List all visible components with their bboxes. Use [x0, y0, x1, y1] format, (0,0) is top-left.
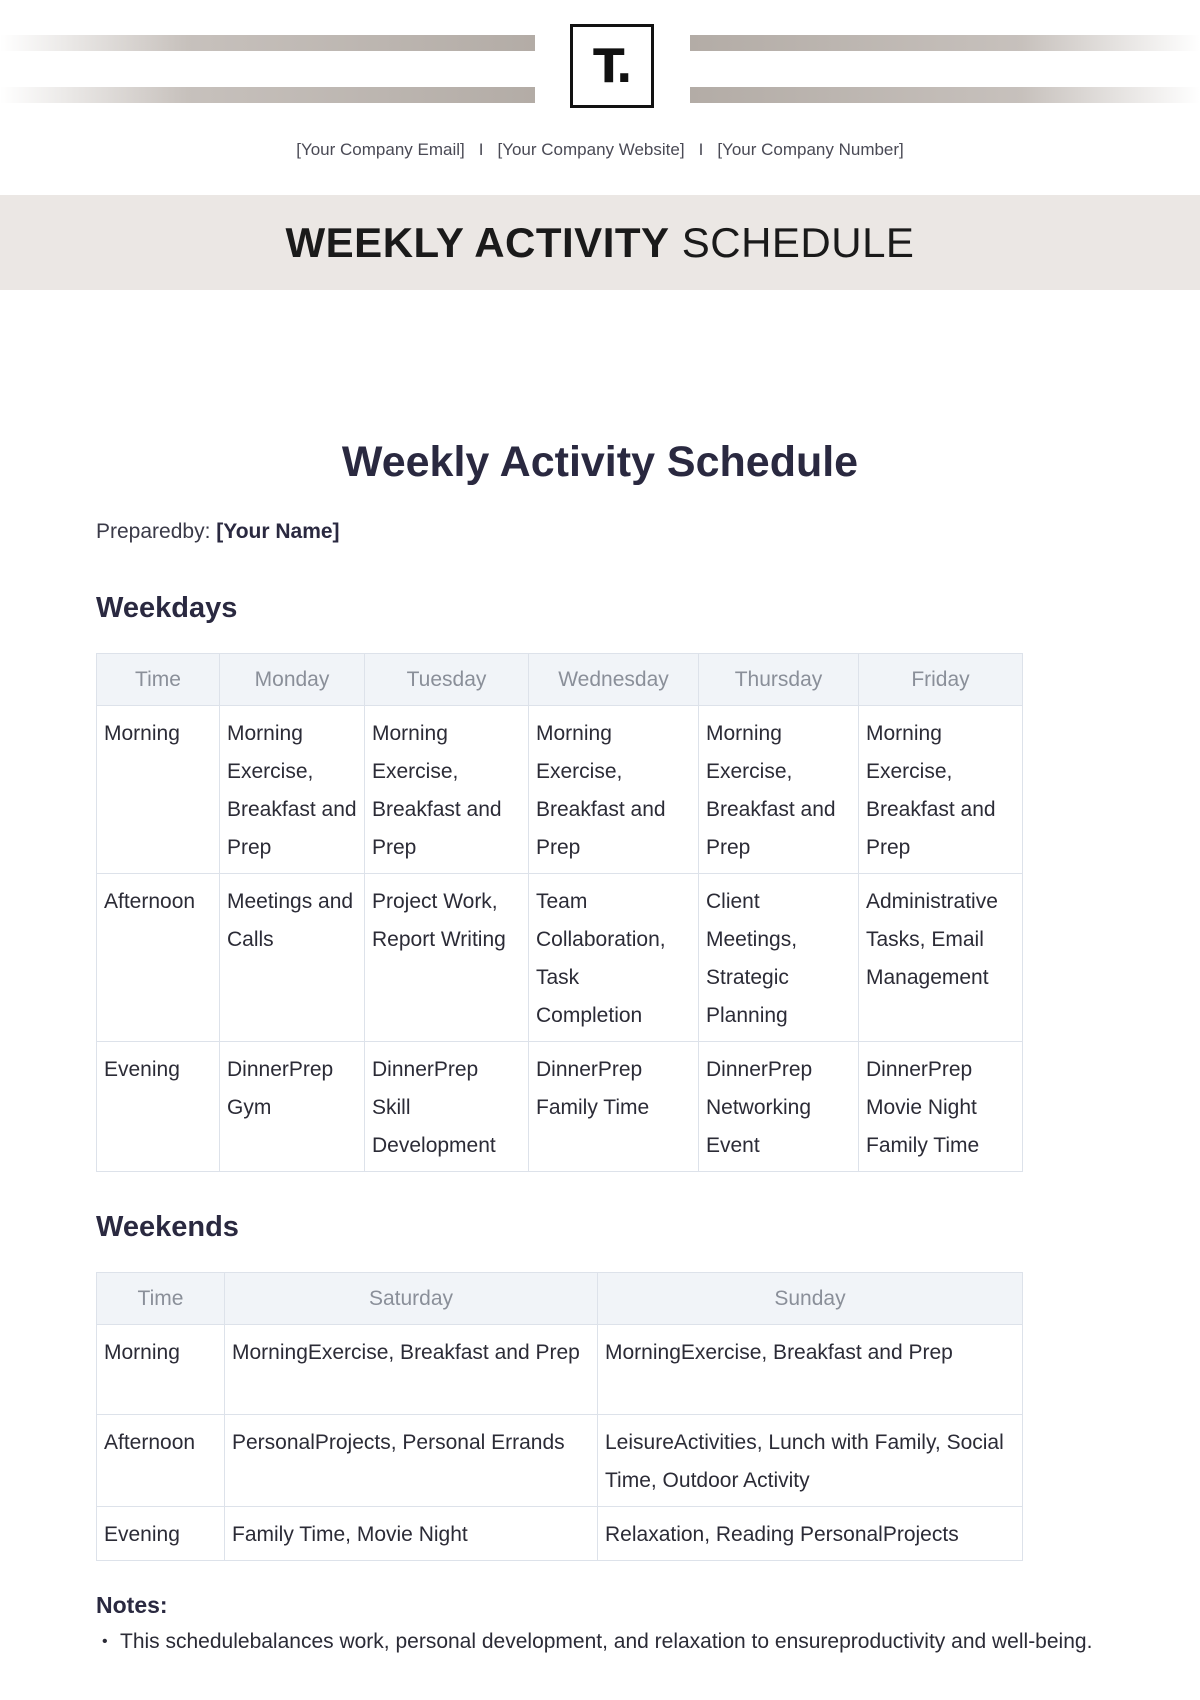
page-header: [0, 0, 1200, 195]
table-cell: Morning Exercise, Breakfast and Prep: [220, 706, 365, 874]
table-cell: Client Meetings, Strategic Planning: [699, 874, 859, 1042]
column-header-sunday: Sunday: [598, 1273, 1023, 1325]
banner-title-bold: WEEKLY ACTIVITY: [285, 218, 670, 266]
notes-list: [96, 1622, 1110, 1661]
banner-title: [286, 219, 915, 267]
table-header-row: [97, 654, 1023, 706]
table-cell: PersonalProjects, Personal Errands: [225, 1415, 598, 1507]
title-banner: [0, 195, 1200, 290]
header-stripe-top-left: [0, 35, 535, 51]
time-cell: Morning: [97, 1325, 225, 1415]
table-cell: DinnerPrep Family Time: [529, 1042, 699, 1172]
table-cell: Project Work, Report Writing: [365, 874, 529, 1042]
column-header-time: Time: [97, 654, 220, 706]
table-cell: Relaxation, Reading PersonalProjects: [598, 1507, 1023, 1561]
time-cell: Afternoon: [97, 1415, 225, 1507]
table-row: [97, 874, 1023, 1042]
table-cell: Team Collaboration, Task Completion: [529, 874, 699, 1042]
company-number: [Your Company Number]: [717, 140, 904, 159]
weekends-table: [96, 1272, 1023, 1561]
prepared-by-name: [Your Name]: [216, 520, 340, 543]
time-cell: Evening: [97, 1507, 225, 1561]
note-item: • This schedulebalances work, personal development, and relaxation to ensureproductivity and well-being.: [120, 1622, 1110, 1661]
table-cell: DinnerPrep Skill Development: [365, 1042, 529, 1172]
table-cell: Administrative Tasks, Email Management: [859, 874, 1023, 1042]
time-cell: Afternoon: [97, 874, 220, 1042]
weekdays-table: [96, 653, 1023, 1172]
table-cell: DinnerPrep Movie Night Family Time: [859, 1042, 1023, 1172]
company-logo: [570, 24, 654, 108]
banner-title-light: SCHEDULE: [681, 218, 915, 266]
logo-text: T.: [593, 39, 631, 93]
table-cell: Morning Exercise, Breakfast and Prep: [699, 706, 859, 874]
company-website: [Your Company Website]: [497, 140, 685, 159]
header-stripe-bottom-right: [690, 87, 1200, 103]
table-cell: MorningExercise, Breakfast and Prep: [225, 1325, 598, 1415]
table-row: [97, 706, 1023, 874]
header-stripe-top-right: [690, 35, 1200, 51]
table-row: [97, 1507, 1023, 1561]
column-header-thursday: Thursday: [699, 654, 859, 706]
table-cell: Morning Exercise, Breakfast and Prep: [365, 706, 529, 874]
table-cell: DinnerPrep Gym: [220, 1042, 365, 1172]
prepared-by-label: Preparedby:: [96, 520, 211, 543]
contact-separator: I: [478, 140, 484, 159]
table-cell: Morning Exercise, Breakfast and Prep: [859, 706, 1023, 874]
prepared-by: [96, 520, 340, 544]
table-cell: LeisureActivities, Lunch with Family, Social Time, Outdoor Activity: [598, 1415, 1023, 1507]
weekdays-heading: Weekdays: [96, 592, 238, 624]
table-cell: Family Time, Movie Night: [225, 1507, 598, 1561]
table-cell: DinnerPrep Networking Event: [699, 1042, 859, 1172]
contact-separator: I: [698, 140, 704, 159]
table-row: [97, 1415, 1023, 1507]
weekends-heading: Weekends: [96, 1211, 239, 1243]
time-cell: Evening: [97, 1042, 220, 1172]
time-cell: Morning: [97, 706, 220, 874]
company-email: [Your Company Email]: [296, 140, 465, 159]
column-header-time: Time: [97, 1273, 225, 1325]
table-row: [97, 1325, 1023, 1415]
table-cell: MorningExercise, Breakfast and Prep: [598, 1325, 1023, 1415]
table-header-row: [97, 1273, 1023, 1325]
column-header-tuesday: Tuesday: [365, 654, 529, 706]
column-header-saturday: Saturday: [225, 1273, 598, 1325]
table-row: [97, 1042, 1023, 1172]
column-header-wednesday: Wednesday: [529, 654, 699, 706]
notes-heading: Notes:: [96, 1592, 168, 1618]
header-stripe-bottom-left: [0, 87, 535, 103]
column-header-friday: Friday: [859, 654, 1023, 706]
contact-line: [0, 140, 1200, 160]
column-header-monday: Monday: [220, 654, 365, 706]
document-title: Weekly Activity Schedule: [341, 438, 859, 486]
table-cell: Meetings and Calls: [220, 874, 365, 1042]
table-cell: Morning Exercise, Breakfast and Prep: [529, 706, 699, 874]
